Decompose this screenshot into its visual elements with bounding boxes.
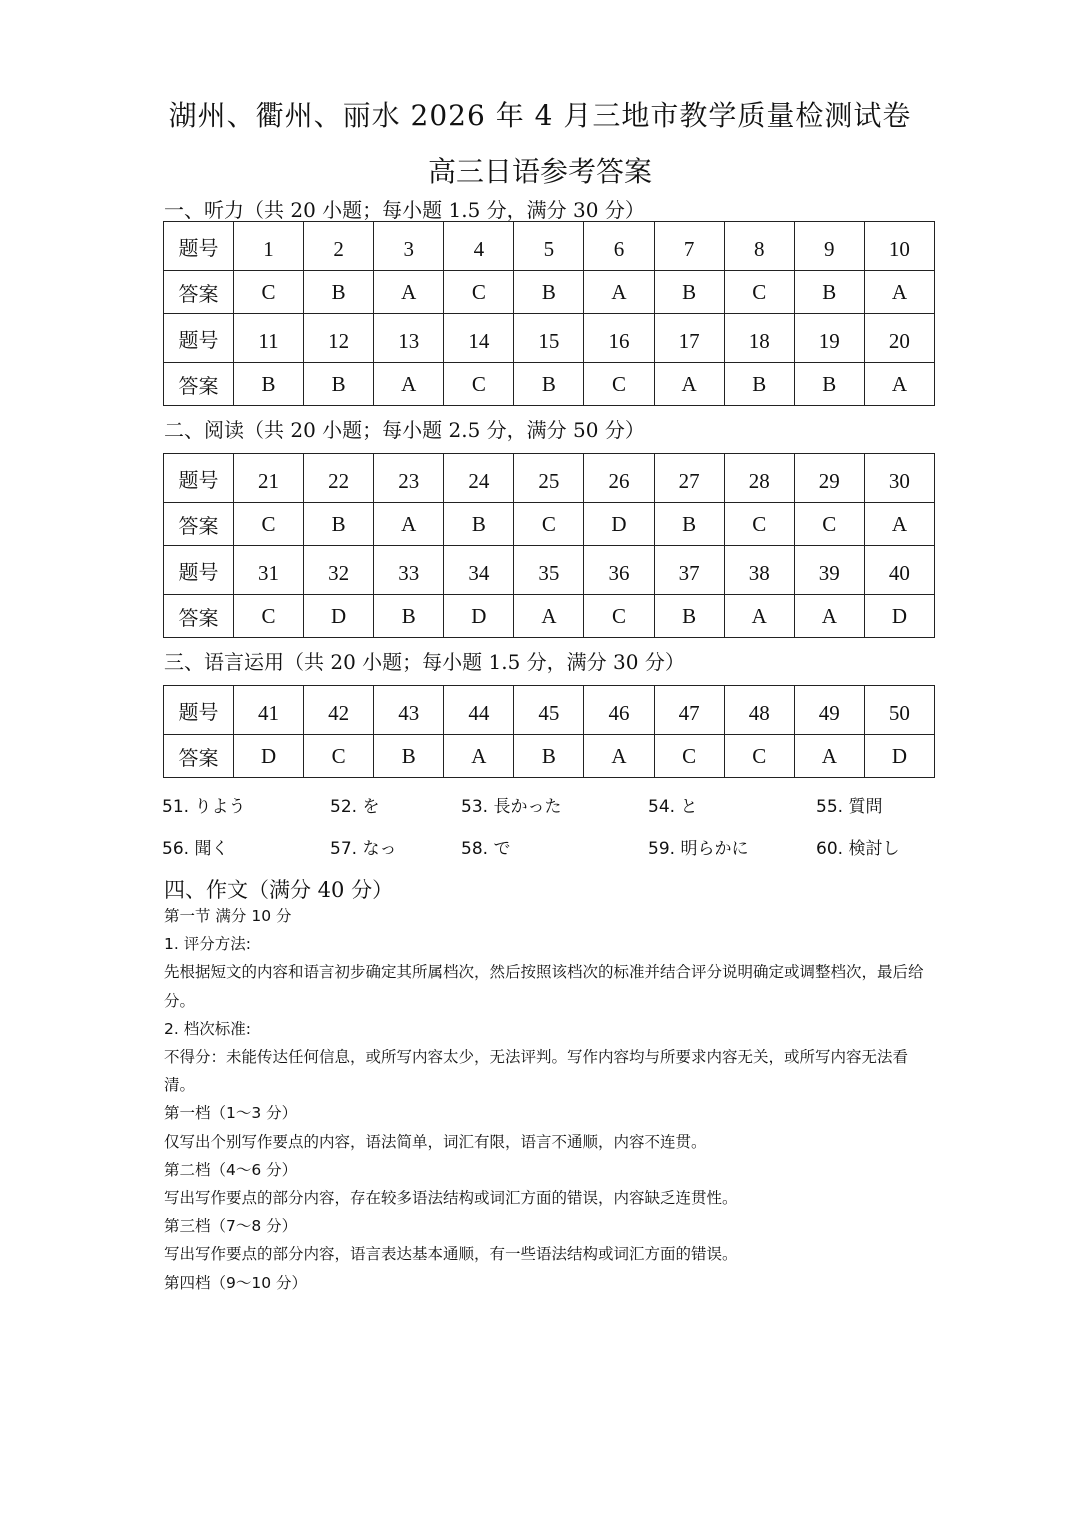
question-number-cell: 11 [234, 314, 304, 363]
answer-cell: B [514, 735, 584, 778]
answer-label: 答案 [164, 271, 234, 314]
answer-cell: C [444, 363, 514, 406]
section2-heading: 二、阅读（共 20 小题；每小题 2.5 分，满分 50 分） [164, 418, 645, 442]
answer-cell: B [514, 363, 584, 406]
answer-cell: B [304, 271, 374, 314]
question-number-cell: 48 [724, 686, 794, 735]
number-label: 题号 [164, 546, 234, 595]
answer-cell: A [794, 735, 864, 778]
answer-cell: D [444, 595, 514, 638]
section2-answer-table [163, 453, 935, 638]
answer-cell: C [724, 503, 794, 546]
answer-cell: C [234, 503, 304, 546]
essay-line: 不得分：未能传达任何信息，或所写内容太少，无法评判。写作内容均与所要求内容无关，或所写内容无法看清。 [164, 1048, 909, 1095]
answer-label: 答案 [164, 503, 234, 546]
question-number-cell: 16 [584, 314, 654, 363]
answer-cell: A [374, 363, 444, 406]
answer-cell: B [654, 595, 724, 638]
fill-answer-51: 51. りよう [162, 797, 246, 817]
answer-cell: A [864, 271, 934, 314]
question-number-cell: 9 [794, 222, 864, 271]
answer-cell: C [444, 271, 514, 314]
question-number-cell: 29 [794, 454, 864, 503]
essay-line: 写出写作要点的部分内容，存在较多语法结构或词汇方面的错误，内容缺乏连贯性。 [164, 1189, 738, 1208]
answer-cell: B [444, 503, 514, 546]
question-number-row [164, 546, 935, 595]
answer-cell: C [234, 271, 304, 314]
question-number-cell: 26 [584, 454, 654, 503]
answer-cell: C [234, 595, 304, 638]
question-number-cell: 5 [514, 222, 584, 271]
answer-cell: C [794, 503, 864, 546]
fill-answer-58: 58. で [461, 839, 511, 859]
question-number-cell: 17 [654, 314, 724, 363]
answer-cell: A [654, 363, 724, 406]
answer-cell: A [724, 595, 794, 638]
question-number-row [164, 222, 935, 271]
answer-cell: B [654, 271, 724, 314]
question-number-row [164, 686, 935, 735]
question-number-cell: 15 [514, 314, 584, 363]
essay-line: 2. 档次标准: [164, 1019, 251, 1038]
number-label: 题号 [164, 314, 234, 363]
section4-heading: 四、作文（满分 40 分） [164, 878, 394, 902]
answer-cell: B [374, 595, 444, 638]
essay-line: 仅写出个别写作要点的内容，语法简单，词汇有限，语言不通顺，内容不连贯。 [164, 1132, 707, 1151]
question-number-cell: 6 [584, 222, 654, 271]
question-number-cell: 36 [584, 546, 654, 595]
question-number-cell: 30 [864, 454, 934, 503]
answer-cell: A [374, 503, 444, 546]
answer-row [164, 735, 935, 778]
answer-cell: A [584, 271, 654, 314]
answer-cell: D [864, 595, 934, 638]
answer-cell: C [514, 503, 584, 546]
document-subtitle: 高三日语参考答案 [427, 155, 652, 188]
answer-cell: C [724, 735, 794, 778]
question-number-cell: 14 [444, 314, 514, 363]
question-number-cell: 7 [654, 222, 724, 271]
question-number-cell: 38 [724, 546, 794, 595]
question-number-cell: 41 [234, 686, 304, 735]
essay-line: 写出写作要点的部分内容，语言表达基本通顺，有一些语法结构或词汇方面的错误。 [164, 1245, 738, 1264]
fill-answer-59: 59. 明らかに [648, 839, 749, 859]
essay-scoring-text [164, 902, 924, 1297]
answer-cell: A [794, 595, 864, 638]
answer-cell: B [304, 363, 374, 406]
essay-line: 先根据短文的内容和语言初步确定其所属档次，然后按照该档次的标准并结合评分说明确定或调整档次，最后给分。 [164, 963, 924, 1010]
question-number-cell: 31 [234, 546, 304, 595]
question-number-row [164, 454, 935, 503]
question-number-cell: 45 [514, 686, 584, 735]
answer-cell: D [864, 735, 934, 778]
question-number-cell: 34 [444, 546, 514, 595]
question-number-cell: 19 [794, 314, 864, 363]
essay-line: 1. 评分方法: [164, 935, 251, 954]
answer-cell: B [724, 363, 794, 406]
question-number-cell: 46 [584, 686, 654, 735]
answer-row [164, 503, 935, 546]
question-number-cell: 18 [724, 314, 794, 363]
question-number-cell: 27 [654, 454, 724, 503]
answer-cell: C [584, 363, 654, 406]
fill-answer-53: 53. 長かった [461, 797, 562, 817]
answer-cell: C [654, 735, 724, 778]
answer-cell: B [304, 503, 374, 546]
question-number-cell: 43 [374, 686, 444, 735]
section3-heading: 三、语言运用（共 20 小题；每小题 1.5 分，满分 30 分） [164, 650, 685, 674]
answer-cell: D [304, 595, 374, 638]
answer-label: 答案 [164, 595, 234, 638]
answer-row [164, 271, 935, 314]
answer-cell: B [654, 503, 724, 546]
fill-answer-52: 52. を [330, 797, 380, 817]
section1-answer-table [163, 221, 935, 406]
answer-cell: A [584, 735, 654, 778]
answer-cell: A [864, 503, 934, 546]
question-number-cell: 22 [304, 454, 374, 503]
answer-cell: D [234, 735, 304, 778]
answer-row [164, 595, 935, 638]
number-label: 题号 [164, 222, 234, 271]
question-number-cell: 20 [864, 314, 934, 363]
question-number-cell: 32 [304, 546, 374, 595]
question-number-cell: 21 [234, 454, 304, 503]
answer-cell: B [794, 271, 864, 314]
answer-cell: B [794, 363, 864, 406]
answer-cell: A [864, 363, 934, 406]
answer-cell: A [444, 735, 514, 778]
question-number-cell: 24 [444, 454, 514, 503]
question-number-cell: 42 [304, 686, 374, 735]
answer-cell: B [514, 271, 584, 314]
question-number-cell: 4 [444, 222, 514, 271]
question-number-cell: 33 [374, 546, 444, 595]
answer-cell: A [514, 595, 584, 638]
question-number-cell: 37 [654, 546, 724, 595]
answer-label: 答案 [164, 363, 234, 406]
answer-cell: B [234, 363, 304, 406]
fill-answer-55: 55. 質問 [816, 797, 883, 817]
answer-cell: C [304, 735, 374, 778]
number-label: 题号 [164, 686, 234, 735]
question-number-cell: 3 [374, 222, 444, 271]
fill-answer-54: 54. と [648, 797, 698, 817]
essay-line: 第一节 满分 10 分 [164, 907, 292, 925]
answer-cell: C [584, 595, 654, 638]
question-number-cell: 12 [304, 314, 374, 363]
answer-cell: C [724, 271, 794, 314]
section1-heading: 一、听力（共 20 小题；每小题 1.5 分，满分 30 分） [164, 198, 645, 222]
question-number-cell: 10 [864, 222, 934, 271]
question-number-cell: 2 [304, 222, 374, 271]
question-number-cell: 44 [444, 686, 514, 735]
question-number-cell: 35 [514, 546, 584, 595]
essay-line: 第三档（7～8 分） [164, 1217, 298, 1236]
fill-answer-56: 56. 聞く [162, 839, 229, 859]
question-number-cell: 1 [234, 222, 304, 271]
question-number-cell: 40 [864, 546, 934, 595]
answer-row [164, 363, 935, 406]
answer-cell: A [374, 271, 444, 314]
essay-line: 第一档（1～3 分） [164, 1104, 298, 1123]
answer-cell: D [584, 503, 654, 546]
question-number-cell: 47 [654, 686, 724, 735]
essay-line: 第四档（9～10 分） [164, 1273, 308, 1292]
question-number-cell: 28 [724, 454, 794, 503]
question-number-cell: 13 [374, 314, 444, 363]
question-number-cell: 50 [864, 686, 934, 735]
fill-answer-57: 57. なっ [330, 839, 397, 859]
question-number-row [164, 314, 935, 363]
number-label: 题号 [164, 454, 234, 503]
section3-answer-table [163, 685, 935, 778]
essay-line: 第二档（4～6 分） [164, 1160, 298, 1179]
answer-label: 答案 [164, 735, 234, 778]
document-title: 湖州、衢州、丽水 2026 年 4 月三地市教学质量检测试卷 [168, 99, 912, 132]
question-number-cell: 8 [724, 222, 794, 271]
question-number-cell: 23 [374, 454, 444, 503]
question-number-cell: 25 [514, 454, 584, 503]
question-number-cell: 49 [794, 686, 864, 735]
answer-cell: B [374, 735, 444, 778]
question-number-cell: 39 [794, 546, 864, 595]
fill-answer-60: 60. 検討し [816, 839, 900, 859]
